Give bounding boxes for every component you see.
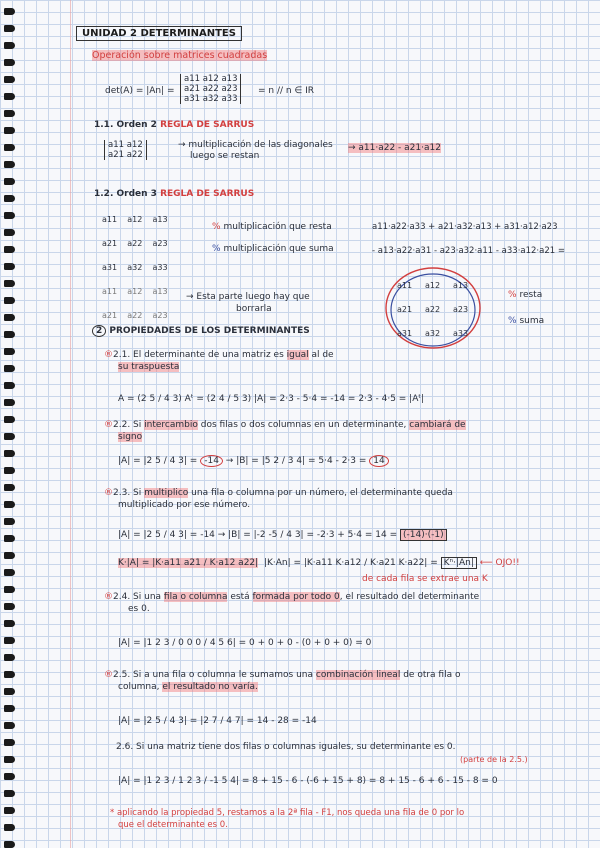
unit-title: UNIDAD 2 DETERMINANTES [76, 26, 242, 41]
diagram-resta: % resta [508, 290, 543, 300]
p3-note: de cada fila se extrae una K [362, 574, 488, 584]
p3-text: ®2.3. Si multiplico una fila o columna por un número, el determinante queda [104, 488, 453, 498]
p6-eq: |A| = |1 2 3 / 1 2 3 / -1 5 4| = 8 + 15 - 6 - (-6 + 15 + 8) = 8 + 15 - 6 + 6 - 15 - 8 = 0 [118, 776, 498, 786]
binding-hole [4, 59, 15, 66]
p6-foot1: * aplicando la propiedad 5, restamos a la 2ª fila - F1, nos queda una fila de 0 por lo [110, 808, 465, 818]
p2-text: ®2.2. Si intercambio dos filas o dos columnas en un determinante, cambiará de [104, 420, 466, 430]
p6-foot2: que el determinante es 0. [118, 820, 228, 830]
binding-hole [4, 144, 15, 151]
binding-hole [4, 841, 15, 848]
binding-hole [4, 620, 15, 627]
p2-text-c: signo [118, 432, 143, 442]
binding-hole [4, 399, 15, 406]
binding-hole [4, 569, 15, 576]
binding-hole [4, 229, 15, 236]
p2-eq: |A| = |2 5 / 4 3| = -14 → |B| = |5 2 / 3 4| = 5·4 - 2·3 = 14 [118, 456, 389, 467]
p1-text-c: su traspuesta [118, 362, 180, 372]
binding-hole [4, 484, 15, 491]
binding-hole [4, 637, 15, 644]
p1-text: ®2.1. El determinante de una matriz es igual al de [104, 350, 334, 360]
p6-text: 2.6. Si una matriz tiene dos filas o columnas iguales, su determinante es 0. [116, 742, 456, 752]
binding-hole [4, 178, 15, 185]
binding-hole [4, 280, 15, 287]
sec2-heading: 2 PROPIEDADES DE LOS DETERMINANTES [92, 326, 310, 337]
binding-hole [4, 603, 15, 610]
p5-text-c: columna, el resultado no varía. [118, 682, 258, 692]
intro-tail: = n // n ∈ IR [258, 86, 315, 96]
binding-hole [4, 501, 15, 508]
binding-hole [4, 382, 15, 389]
binding-hole [4, 756, 15, 763]
binding-hole [4, 518, 15, 525]
binding-hole [4, 688, 15, 695]
sec11-heading: 1.1. Orden 2 REGLA DE SARRUS [94, 120, 255, 130]
spiral-binding [0, 0, 18, 848]
formula-line1: a11·a22·a33 + a21·a32·a13 + a31·a12·a23 [372, 222, 558, 232]
sec11-note1: → multiplicación de las diagonales [178, 140, 333, 150]
formula-line2: - a13·a22·a31 - a23·a32·a11 - a33·a12·a21 = [372, 246, 565, 256]
binding-hole [4, 127, 15, 134]
binding-hole [4, 467, 15, 474]
sarrus-circle-diagram: a11 a12 a13 a21 a22 a23 a31 a32 a33 [383, 262, 483, 357]
binding-hole [4, 110, 15, 117]
binding-hole [4, 433, 15, 440]
binding-hole [4, 76, 15, 83]
erase-note1: → Esta parte luego hay que [186, 292, 310, 302]
subtitle: Operación sobre matrices cuadradas [92, 50, 268, 61]
p1-eq: A = (2 5 / 4 3) Aᵗ = (2 4 / 5 3) |A| = 2·3 - 5·4 = -14 = 2·3 - 4·5 = |Aᵗ| [118, 394, 425, 404]
binding-hole [4, 654, 15, 661]
binding-hole [4, 25, 15, 32]
binding-hole [4, 450, 15, 457]
binding-hole [4, 416, 15, 423]
p6-note: (parte de la 2.5.) [460, 755, 528, 764]
binding-hole [4, 331, 15, 338]
sec11-note2: luego se restan [190, 151, 260, 161]
p5-eq: |A| = |2 5 / 4 3| = |2 7 / 4 7| = 14 - 28 = -14 [118, 716, 317, 726]
sec12-heading: 1.2. Orden 3 REGLA DE SARRUS [94, 189, 255, 199]
binding-hole [4, 552, 15, 559]
binding-hole [4, 297, 15, 304]
binding-hole [4, 586, 15, 593]
binding-hole [4, 42, 15, 49]
binding-hole [4, 671, 15, 678]
diagram-suma: % suma [508, 316, 545, 326]
binding-hole [4, 348, 15, 355]
legend-suma: % multiplicación que suma [212, 244, 334, 254]
binding-hole [4, 212, 15, 219]
binding-hole [4, 195, 15, 202]
binding-hole [4, 824, 15, 831]
p3-text-c: multiplicado por ese número. [118, 500, 251, 510]
sec11-result: → a11·a22 - a21·a12 [348, 143, 441, 153]
det-label: det(A) = |An| = [105, 86, 175, 96]
sarrus-grid: a11 a12 a13 a21 a22 a23 a31 a32 a33 a11 a12 a13 a21 a22 a23 [102, 215, 168, 320]
binding-hole [4, 705, 15, 712]
intro-matrix: a11 a12 a13 a21 a22 a23 a31 a32 a33 [180, 74, 241, 104]
p3-eq1: |A| = |2 5 / 4 3| = -14 → |B| = |-2 -5 / 4 3| = -2·3 + 5·4 = 14 = (-14)·(-1) [118, 530, 447, 541]
binding-hole [4, 773, 15, 780]
p4-text-d: es 0. [128, 604, 150, 614]
p4-text: ®2.4. Si una fila o columna está formada por todo 0, el resultado del determinante [104, 592, 480, 602]
p5-text: ®2.5. Si a una fila o columna le sumamos una combinación lineal de otra fila o [104, 670, 461, 680]
binding-hole [4, 365, 15, 372]
binding-hole [4, 739, 15, 746]
margin-line [70, 0, 71, 848]
legend-resta: % multiplicación que resta [212, 222, 332, 232]
binding-hole [4, 790, 15, 797]
erase-note2: borrarla [236, 304, 272, 314]
binding-hole [4, 535, 15, 542]
binding-hole [4, 246, 15, 253]
binding-hole [4, 93, 15, 100]
binding-hole [4, 161, 15, 168]
p4-eq: |A| = |1 2 3 / 0 0 0 / 4 5 6| = 0 + 0 + 0 - (0 + 0 + 0) = 0 [118, 638, 372, 648]
binding-hole [4, 8, 15, 15]
binding-hole [4, 263, 15, 270]
binding-hole [4, 807, 15, 814]
binding-hole [4, 722, 15, 729]
sec11-matrix: a11 a12 a21 a22 [104, 140, 147, 160]
p3-eq2: K·|A| = |K·a11 a21 / K·a12 a22| |K·An| = |K·a11 K·a12 / K·a21 K·a22| = Kⁿ·|An| ⟵ OJO!! [118, 558, 520, 568]
binding-hole [4, 314, 15, 321]
